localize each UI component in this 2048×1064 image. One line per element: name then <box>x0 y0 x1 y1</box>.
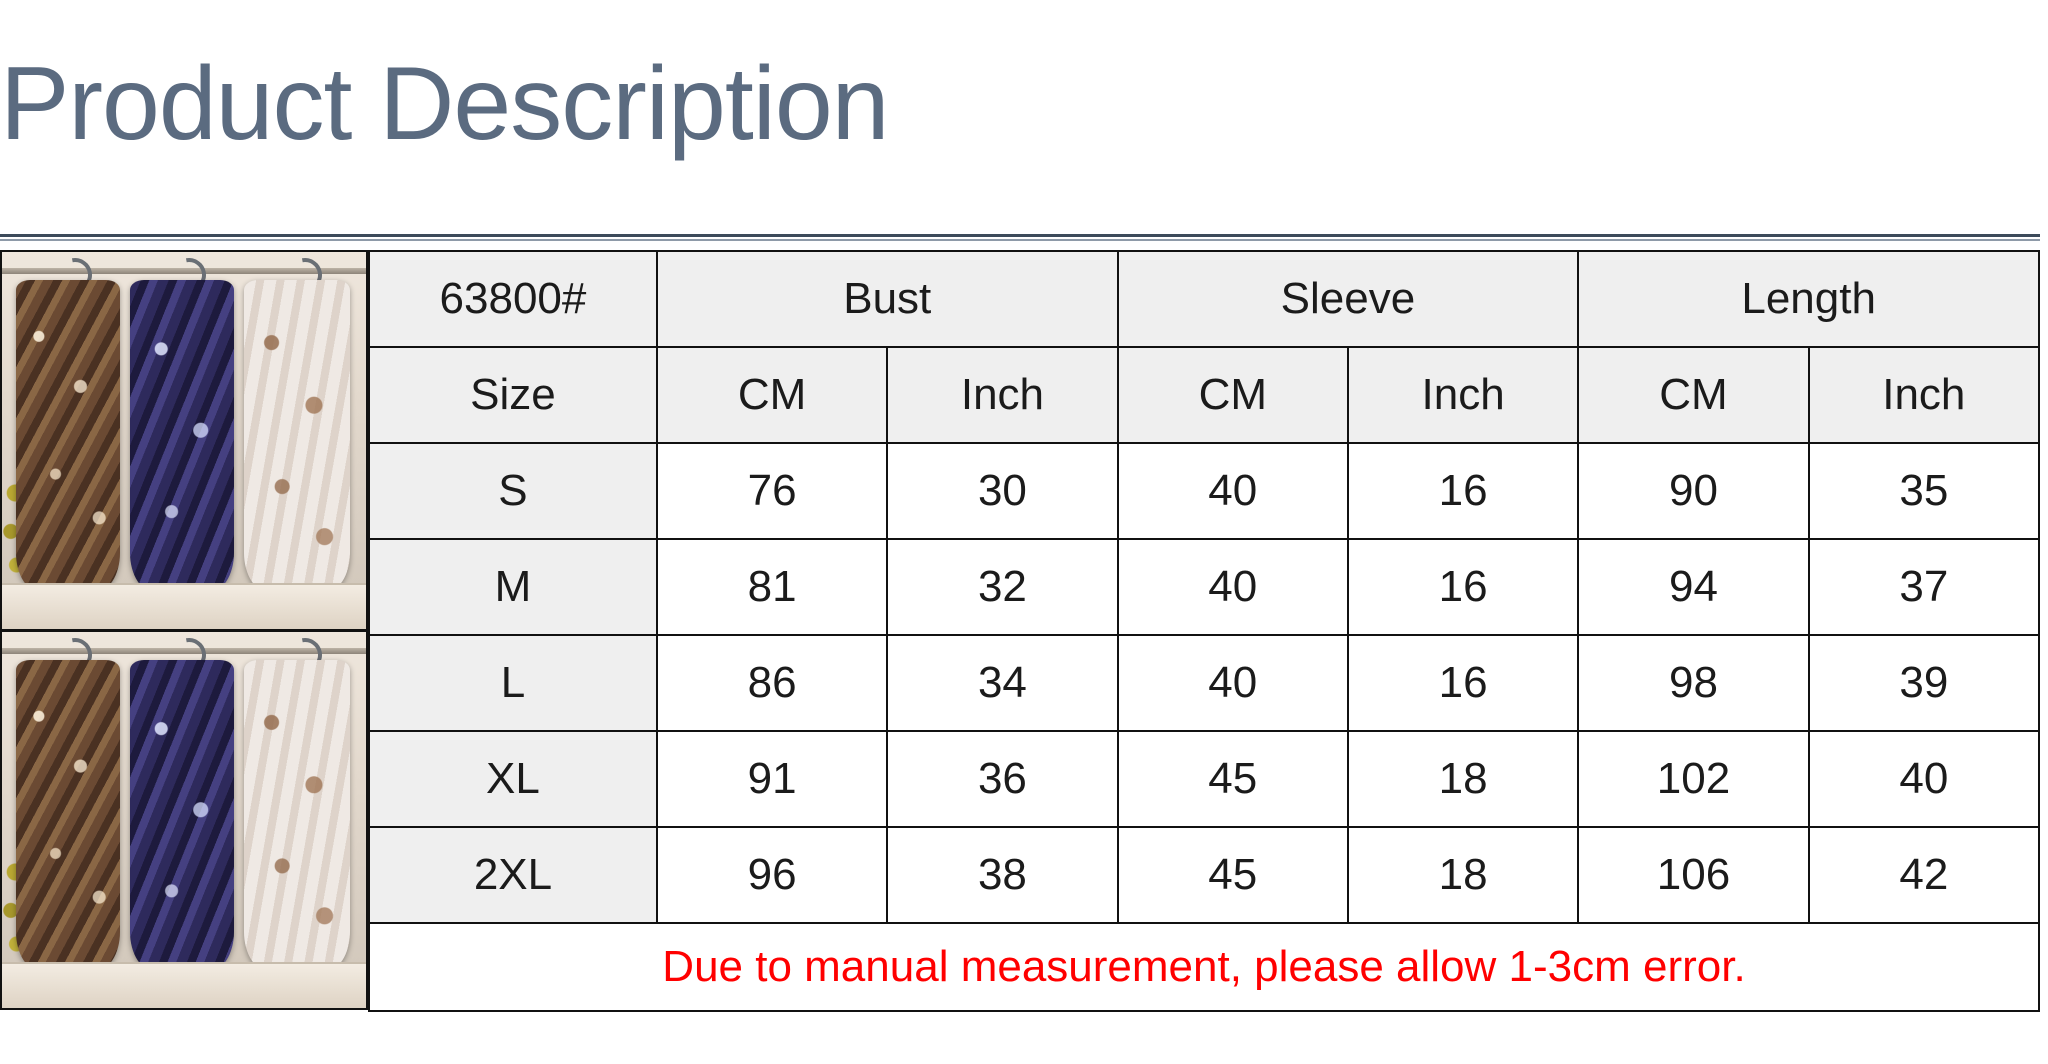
value-cell: 40 <box>1118 539 1348 635</box>
dress-white-print <box>244 660 350 973</box>
value-cell: 91 <box>657 731 887 827</box>
page-title: Product Description <box>0 46 889 162</box>
value-cell: 37 <box>1809 539 2039 635</box>
value-cell: 34 <box>887 635 1117 731</box>
description-content <box>0 250 2040 1010</box>
product-photo-top <box>2 252 366 629</box>
value-cell: 90 <box>1578 443 1808 539</box>
value-cell: 30 <box>887 443 1117 539</box>
value-cell: 94 <box>1578 539 1808 635</box>
photo-floor <box>2 962 366 1008</box>
value-cell: 18 <box>1348 731 1578 827</box>
table-row-units <box>369 347 2039 443</box>
table-row <box>369 443 2039 539</box>
dress-navy-paisley <box>130 660 234 973</box>
group-header-sleeve: Sleeve <box>1118 251 1579 347</box>
value-cell: 40 <box>1118 635 1348 731</box>
dress-brown-floral <box>16 280 120 593</box>
unit-header-sleeve-inch: Inch <box>1348 347 1578 443</box>
product-photo-bottom <box>2 629 366 1009</box>
table-row <box>369 731 2039 827</box>
value-cell: 39 <box>1809 635 2039 731</box>
product-code-cell: 63800# <box>369 251 657 347</box>
unit-header-sleeve-cm: CM <box>1118 347 1348 443</box>
product-photo-gallery <box>0 250 368 1010</box>
value-cell: 76 <box>657 443 887 539</box>
size-cell: L <box>369 635 657 731</box>
table-row <box>369 635 2039 731</box>
size-column-header: Size <box>369 347 657 443</box>
size-cell: 2XL <box>369 827 657 923</box>
value-cell: 16 <box>1348 635 1578 731</box>
value-cell: 32 <box>887 539 1117 635</box>
group-header-length: Length <box>1578 251 2039 347</box>
value-cell: 86 <box>657 635 887 731</box>
value-cell: 42 <box>1809 827 2039 923</box>
table-row-groups <box>369 251 2039 347</box>
value-cell: 40 <box>1809 731 2039 827</box>
group-header-bust: Bust <box>657 251 1118 347</box>
unit-header-bust-cm: CM <box>657 347 887 443</box>
table-row-note <box>369 923 2039 1011</box>
value-cell: 106 <box>1578 827 1808 923</box>
size-chart-table <box>368 250 2040 1012</box>
unit-header-length-inch: Inch <box>1809 347 2039 443</box>
dress-navy-paisley <box>130 280 234 593</box>
measurement-note: Due to manual measurement, please allow 1-3cm error. <box>369 923 2039 1011</box>
unit-header-length-cm: CM <box>1578 347 1808 443</box>
value-cell: 16 <box>1348 443 1578 539</box>
value-cell: 45 <box>1118 731 1348 827</box>
value-cell: 36 <box>887 731 1117 827</box>
value-cell: 38 <box>887 827 1117 923</box>
value-cell: 40 <box>1118 443 1348 539</box>
value-cell: 35 <box>1809 443 2039 539</box>
value-cell: 16 <box>1348 539 1578 635</box>
title-divider <box>0 234 2040 241</box>
value-cell: 102 <box>1578 731 1808 827</box>
size-cell: M <box>369 539 657 635</box>
value-cell: 18 <box>1348 827 1578 923</box>
value-cell: 81 <box>657 539 887 635</box>
value-cell: 96 <box>657 827 887 923</box>
value-cell: 98 <box>1578 635 1808 731</box>
size-cell: S <box>369 443 657 539</box>
dress-brown-floral <box>16 660 120 973</box>
table-row <box>369 539 2039 635</box>
photo-floor <box>2 583 366 629</box>
value-cell: 45 <box>1118 827 1348 923</box>
table-row <box>369 827 2039 923</box>
size-cell: XL <box>369 731 657 827</box>
unit-header-bust-inch: Inch <box>887 347 1117 443</box>
dress-white-print <box>244 280 350 593</box>
